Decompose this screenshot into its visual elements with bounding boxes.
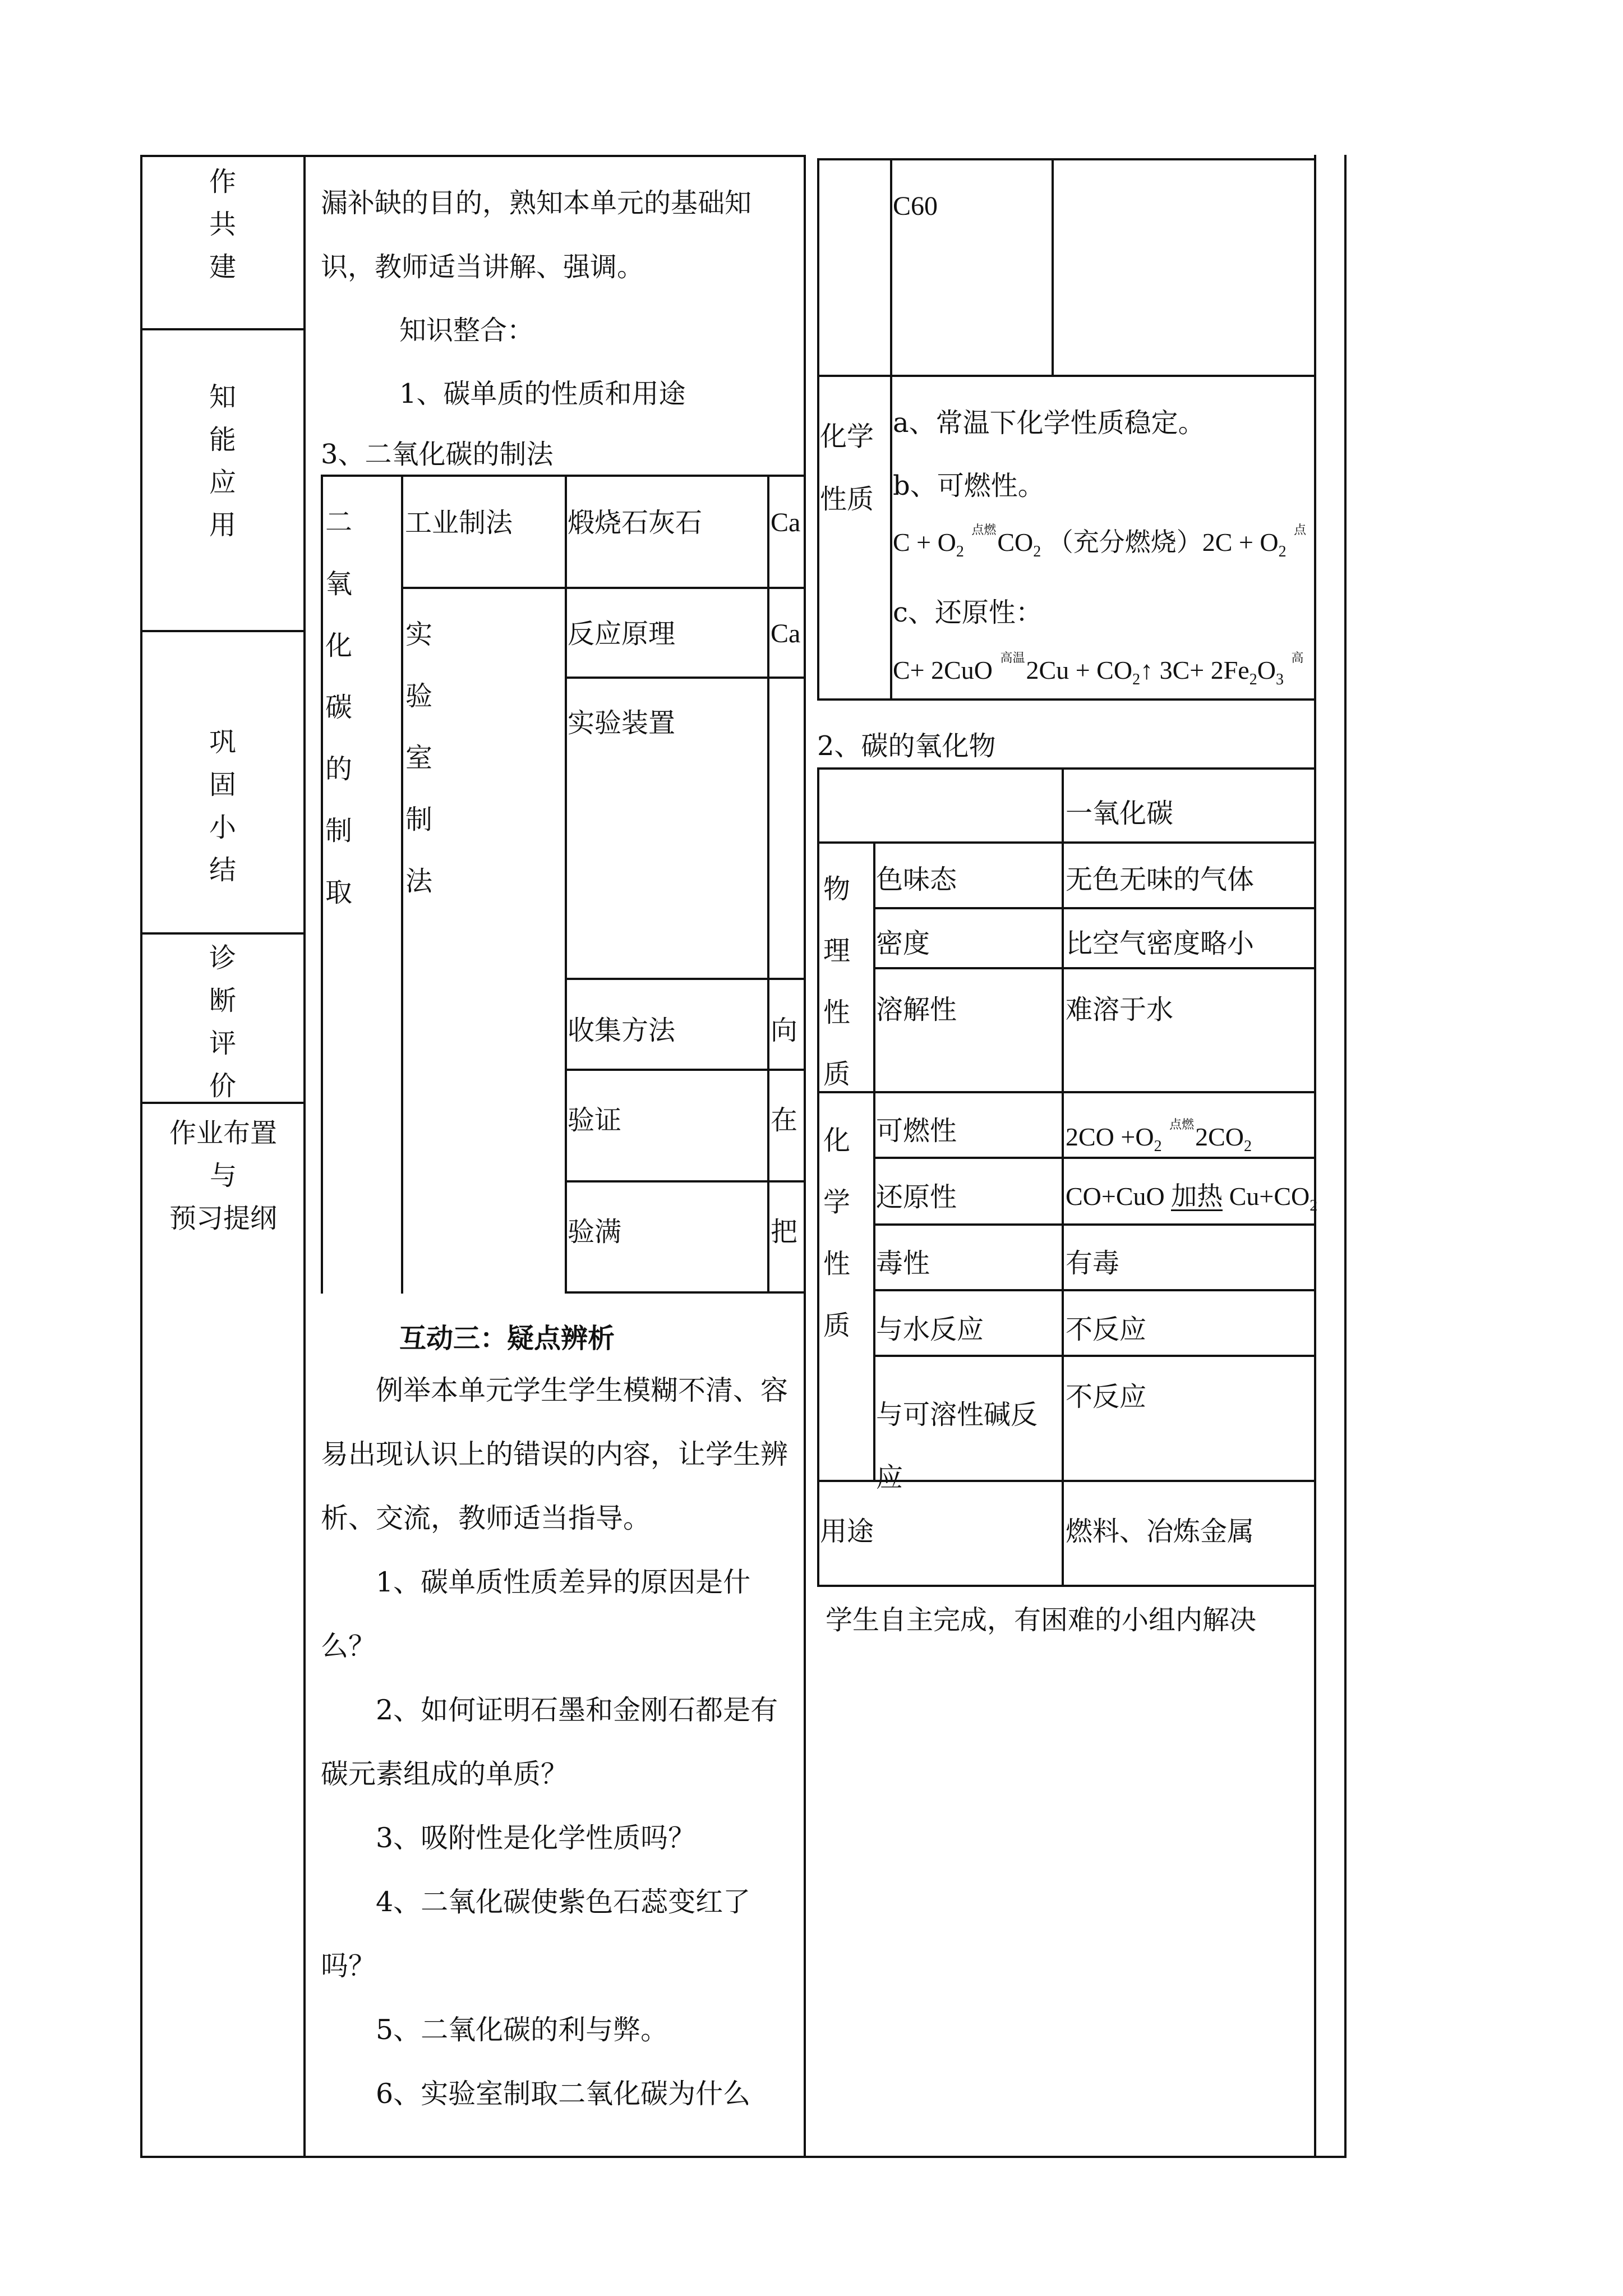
lab-method-label: 实 验 室 制 法 xyxy=(405,619,432,897)
label-apply: 知 能 应 用 xyxy=(209,381,236,541)
full-check: 验满 xyxy=(568,1216,622,1248)
co-reduction-eq: CO+CuO 加热 $Cu+CO_2$ xyxy=(1066,1182,1318,1215)
toxic-value: 有毒 xyxy=(1066,1248,1120,1279)
item-3-title: 3、二氧化碳的制法 xyxy=(321,439,554,470)
question-4: 4、二氧化碳使紫色石蕊变红了吗？ xyxy=(321,1886,751,1982)
footer-note: 学生自主完成，有困难的小组内解决 xyxy=(826,1604,1257,1636)
column-divider-2 xyxy=(804,155,806,2158)
interaction-title: 互动三：疑点辨析 xyxy=(399,1323,615,1354)
column-divider-3 xyxy=(1314,155,1316,2158)
verify: 验证 xyxy=(568,1105,622,1136)
label-evaluate: 诊 断 评 价 xyxy=(209,942,236,1102)
collection-fragment: 向 xyxy=(771,1015,798,1046)
base-reaction-label: 与可溶性碱反 应 xyxy=(876,1399,1038,1493)
prop-stable: a、常温下化学性质稳定。 xyxy=(893,407,1205,439)
eq-reduction: C+ 2CuO 高温$2Cu + CO_2↑$ $3C+ 2Fe_2O_3$ 高 xyxy=(893,651,1304,689)
question-1: 1、碳单质性质差异的原因是什么？ xyxy=(321,1566,751,1662)
calcination-eq-fragment: Ca xyxy=(771,508,801,537)
label-consolidate: 巩 固 小 结 xyxy=(209,726,236,886)
density-label: 密度 xyxy=(876,928,930,959)
c60-label: C60 xyxy=(893,191,938,221)
frame-top-left xyxy=(140,155,805,157)
water-reaction-label: 与水反应 xyxy=(876,1314,984,1345)
question-block xyxy=(321,1359,803,2126)
density-value: 比空气密度略小 xyxy=(1066,928,1255,959)
toxic-label: 毒性 xyxy=(876,1248,930,1279)
use-label: 用途 xyxy=(820,1516,874,1547)
solubility-label: 溶解性 xyxy=(876,994,957,1025)
question-2: 2、如何证明石墨和金刚石都是有碳元素组成的单质？ xyxy=(321,1694,778,1790)
frame-bottom xyxy=(140,2156,1346,2158)
label-cooperate: 作 共 建 xyxy=(209,166,236,283)
knowledge-title: 知识整合： xyxy=(399,315,534,346)
eq-combustion: $C + O_2$ 点燃$CO_2$ （充分燃烧）$2C + O_2$ 点 xyxy=(893,523,1307,561)
full-check-fragment: 把 xyxy=(771,1216,798,1248)
item-2-title: 2、碳的氧化物 xyxy=(817,730,996,762)
verify-fragment: 在 xyxy=(771,1105,798,1136)
question-6: 6、实验室制取二氧化碳为什么 xyxy=(376,2078,751,2110)
prop-flammable: b、可燃性。 xyxy=(893,470,1045,501)
physical-prop-label: 物 理 性 质 xyxy=(823,873,850,1090)
left-divider xyxy=(140,328,303,330)
water-reaction-value: 不反应 xyxy=(1066,1314,1147,1345)
item-1-title: 1、碳单质的性质和用途 xyxy=(399,378,686,409)
question-3: 3、吸附性是化学性质吗？ xyxy=(376,1822,696,1854)
solubility-value: 难溶于水 xyxy=(1066,994,1174,1025)
color-label: 色味态 xyxy=(876,864,957,895)
base-reaction-value: 不反应 xyxy=(1066,1381,1147,1412)
calcination: 煅烧石灰石 xyxy=(568,507,703,539)
reaction-eq-fragment: Ca xyxy=(771,619,801,648)
chem-prop-label: 化学 性质 xyxy=(820,421,874,515)
flammable-label: 可燃性 xyxy=(876,1115,957,1147)
left-divider xyxy=(140,630,303,632)
intro-line-2: 识，教师适当讲解、强调。 xyxy=(321,251,644,283)
collection-method: 收集方法 xyxy=(568,1015,676,1046)
co2-row-header: 二 氧 化 碳 的 制 取 xyxy=(325,507,352,908)
frame-left xyxy=(140,155,142,2158)
label-homework: 作业布置 与 预习提纲 xyxy=(169,1117,277,1234)
intro-line-1: 漏补缺的目的，熟知本单元的基础知 xyxy=(321,187,752,219)
apparatus: 实验装置 xyxy=(568,707,676,739)
question-5: 5、二氧化碳的利与弊。 xyxy=(376,2014,668,2046)
reaction-principle: 反应原理 xyxy=(568,618,676,650)
oxide-header-co: 一氧化碳 xyxy=(1066,798,1174,829)
frame-right xyxy=(1344,155,1347,2158)
interaction-text: 例举本单元学生学生模糊不清、容易出现认识上的错误的内容，让学生辨析、交流，教师适当指导。 xyxy=(321,1374,789,1534)
reducing-label: 还原性 xyxy=(876,1181,957,1213)
color-value: 无色无味的气体 xyxy=(1066,864,1255,895)
column-divider-1 xyxy=(303,155,306,2158)
left-divider xyxy=(140,932,303,935)
chemical-prop-label: 化 学 性 质 xyxy=(823,1125,850,1341)
use-value: 燃料、冶炼金属 xyxy=(1066,1516,1255,1547)
prop-reducing: c、还原性： xyxy=(893,597,1043,628)
industrial-method: 工业制法 xyxy=(405,507,513,539)
co-combustion-eq: $2CO +O_2$ 点燃$2CO_2$ xyxy=(1066,1117,1252,1156)
